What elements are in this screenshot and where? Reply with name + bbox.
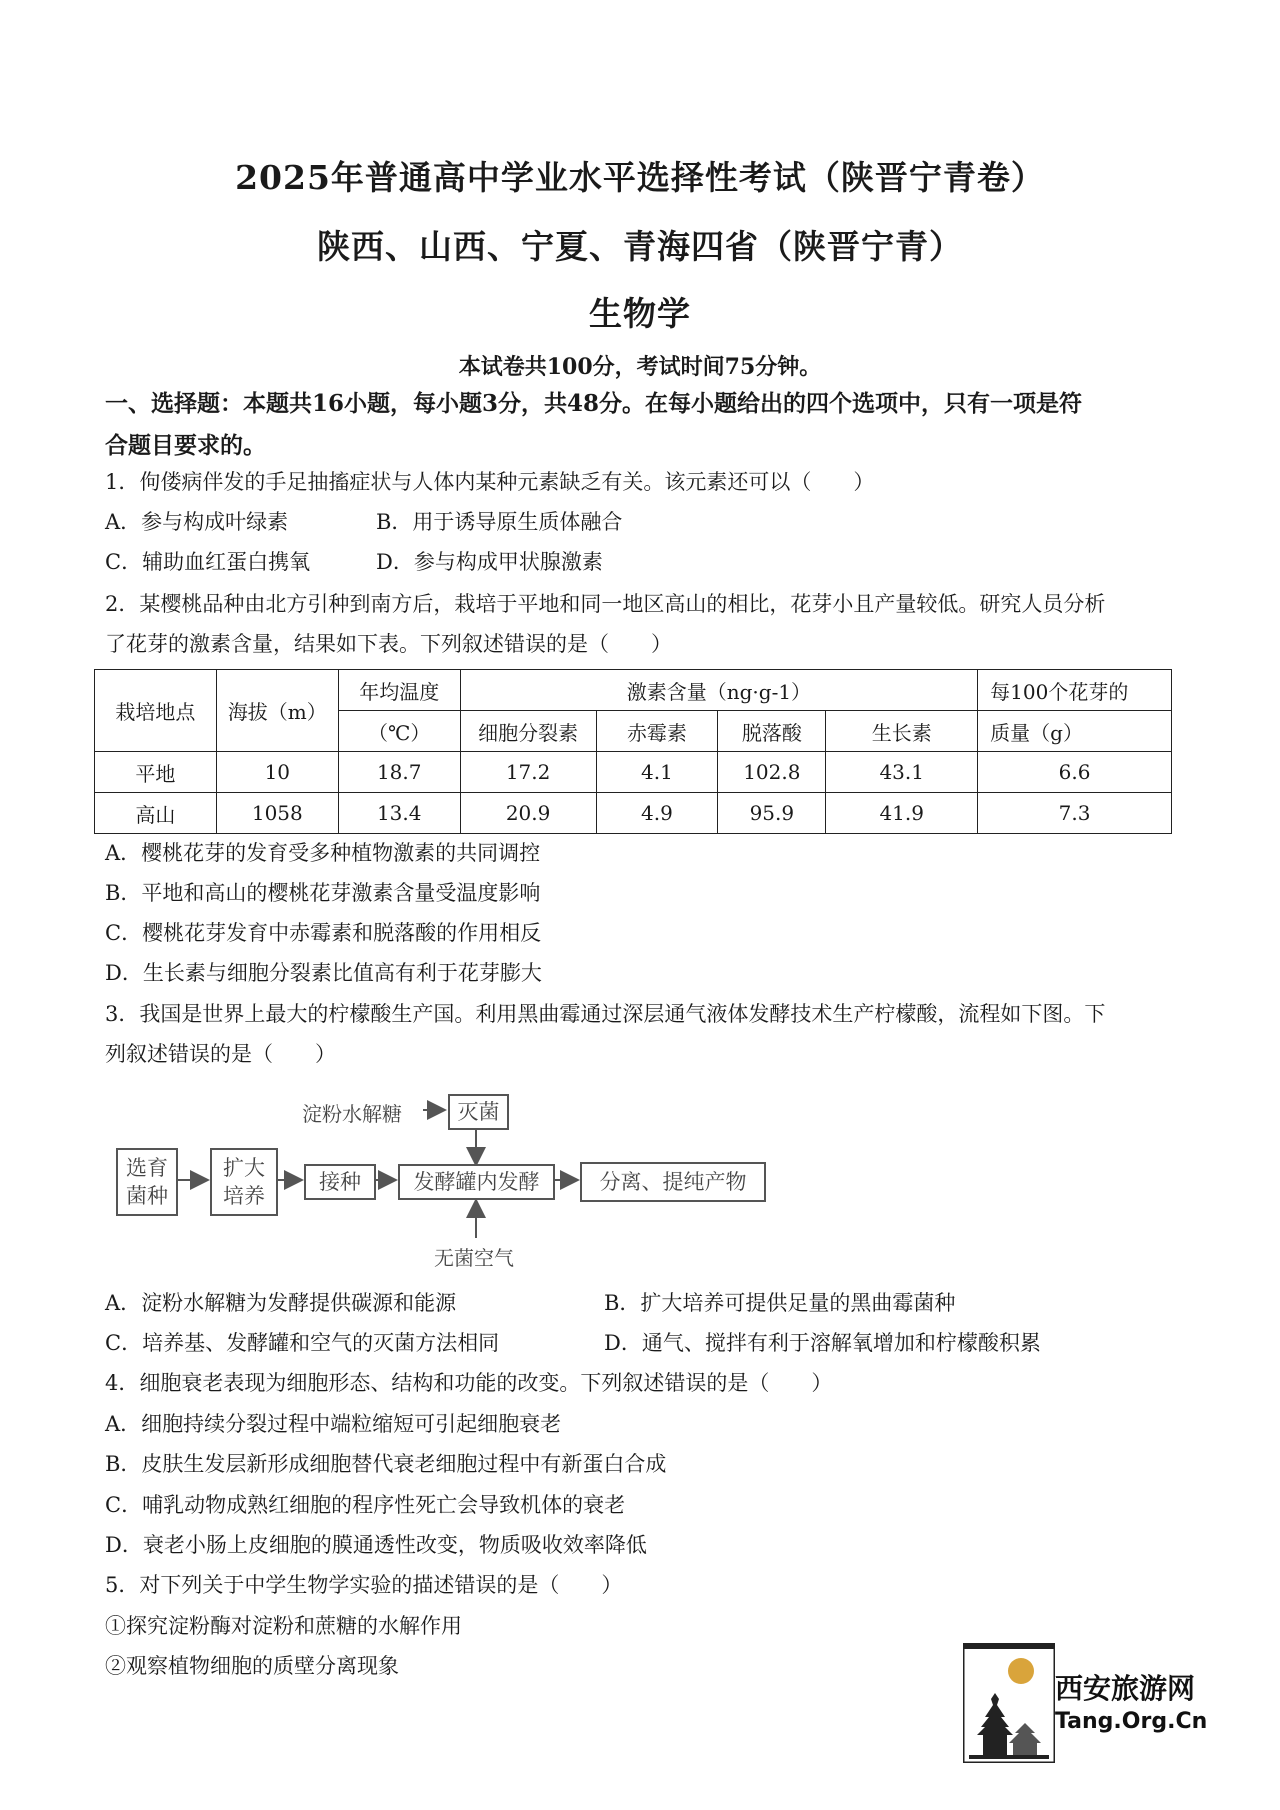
header-abscisic-acid: 脱落酸 [718, 711, 826, 752]
q3-option-b: B．扩大培养可提供足量的黑曲霉菌种 [604, 1291, 956, 1315]
q1-option-b: B．用于诱导原生质体融合 [376, 510, 623, 534]
q4-option-b: B．皮肤生发层新形成细胞替代衰老细胞过程中有新蛋白合成 [105, 1452, 667, 1476]
box-sterilize: 灭菌 [448, 1094, 509, 1130]
table-row: 高山 1058 13.4 20.9 4.9 95.9 41.9 7.3 [95, 793, 1172, 834]
q2-option-a: A．樱桃花芽的发育受多种植物激素的共同调控 [105, 841, 541, 865]
q1-option-a: A．参与构成叶绿素 [105, 510, 289, 534]
q1-option-c: C．辅助血红蛋白携氧 [105, 550, 311, 574]
q4-option-d: D．衰老小肠上皮细胞的膜通透性改变，物质吸收效率降低 [105, 1533, 647, 1557]
q2-stem-line2: 了花芽的激素含量，结果如下表。下列叙述错误的是（ ） [105, 632, 672, 656]
header-temp-unit: （℃） [338, 711, 460, 752]
exam-subject: 生物学 [589, 294, 691, 333]
box-select-strain: 选育 菌种 [116, 1148, 178, 1216]
header-cytokinin: 细胞分裂素 [460, 711, 596, 752]
q2-option-d: D．生长素与细胞分裂素比值高有利于花芽膨大 [105, 961, 542, 985]
q3-stem-line2: 列叙述错误的是（ ） [105, 1042, 336, 1066]
watermark-name-en: Tang.Org.Cn [1055, 1709, 1208, 1734]
q5-stem: 5．对下列关于中学生物学实验的描述错误的是（ ） [105, 1573, 623, 1597]
q2-option-c: C．樱桃花芽发育中赤霉素和脱落酸的作用相反 [105, 921, 542, 945]
exam-title: 2025年普通高中学业水平选择性考试（陕晋宁青卷） [235, 158, 1045, 197]
q1-option-d: D．参与构成甲状腺激素 [376, 550, 603, 574]
q2-option-b: B．平地和高山的樱桃花芽激素含量受温度影响 [105, 881, 541, 905]
box-inoculate: 接种 [304, 1164, 376, 1200]
table-row: 平地 10 18.7 17.2 4.1 102.8 43.1 6.6 [95, 752, 1172, 793]
q2-stem-line1: 2．某樱桃品种由北方引种到南方后，栽培于平地和同一地区高山的相比，花芽小且产量较低。研究人员分析 [105, 592, 1106, 616]
q1-stem: 1．佝偻病伴发的手足抽搐症状与人体内某种元素缺乏有关。该元素还可以（ ） [105, 470, 875, 494]
exam-region: 陕西、山西、宁夏、青海四省（陕晋宁青） [317, 227, 963, 266]
watermark-name-cn: 西安旅游网 [1055, 1672, 1196, 1705]
section-heading: 一、选择题：本题共16小题，每小题3分，共48分。在每小题给出的四个选项中，只有一项是符 合题目要求的。 [105, 390, 1083, 459]
header-altitude: 海拔（m） [216, 670, 338, 752]
header-mass: 每100个花芽的 [978, 670, 1172, 711]
q4-option-a: A．细胞持续分裂过程中端粒缩短可引起细胞衰老 [105, 1412, 562, 1436]
box-expand-culture: 扩大 培养 [210, 1148, 278, 1216]
process-flowchart [112, 1090, 772, 1270]
q3-option-d: D．通气、搅拌有利于溶解氧增加和柠檬酸积累 [604, 1331, 1041, 1355]
q4-stem: 4．细胞衰老表现为细胞形态、结构和功能的改变。下列叙述错误的是（ ） [105, 1371, 833, 1395]
table-header-row [95, 670, 1172, 711]
q5-item-1: ①探究淀粉酶对淀粉和蔗糖的水解作用 [105, 1614, 462, 1638]
q3-option-c: C．培养基、发酵罐和空气的灭菌方法相同 [105, 1331, 500, 1355]
label-starch-sugar: 淀粉水解糖 [302, 1102, 402, 1126]
q3-stem-line1: 3．我国是世界上最大的柠檬酸生产国。利用黑曲霉通过深层通气液体发酵技术生产柠檬酸，流程如下图。下 [105, 1002, 1106, 1026]
header-auxin: 生长素 [826, 711, 978, 752]
watermark-logo [963, 1643, 1213, 1763]
header-gibberellin: 赤霉素 [596, 711, 718, 752]
hormone-table [94, 669, 1172, 834]
q5-item-2: ②观察植物细胞的质壁分离现象 [105, 1654, 399, 1678]
box-separation: 分离、提纯产物 [580, 1162, 766, 1202]
exam-info: 本试卷共100分，考试时间75分钟。 [458, 354, 822, 380]
header-site: 栽培地点 [95, 670, 217, 752]
q3-option-a: A．淀粉水解糖为发酵提供碳源和能源 [105, 1291, 457, 1315]
box-fermentation: 发酵罐内发酵 [398, 1164, 555, 1200]
header-temp: 年均温度 [338, 670, 460, 711]
header-hormone: 激素含量（ng·g-1） [460, 670, 977, 711]
pagoda-icon [963, 1643, 1055, 1763]
q4-option-c: C．哺乳动物成熟红细胞的程序性死亡会导致机体的衰老 [105, 1493, 626, 1517]
header-mass-unit: 质量（g） [978, 711, 1172, 752]
label-sterile-air: 无菌空气 [434, 1246, 514, 1270]
